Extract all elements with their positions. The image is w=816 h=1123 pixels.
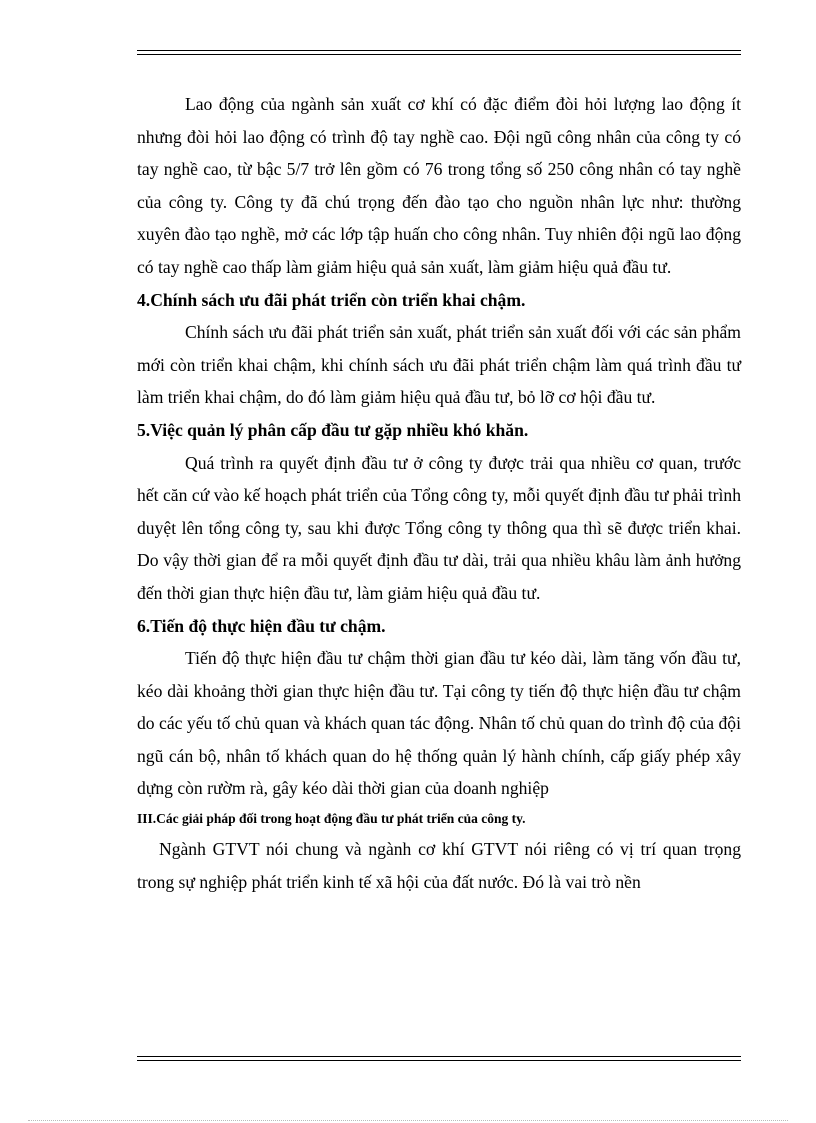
paragraph-policy: Chính sách ưu đãi phát triển sản xuất, phát triển sản xuất đối với các sản phẩm mới còn triển khai chậm, khi chính sách ưu đãi phát triển chậm làm quá trình đầu tư làm triển khai chậm, do đó làm giảm hiệu quả đầu tư, bỏ lỡ cơ hội đầu tư. bbox=[137, 322, 741, 408]
document-body bbox=[137, 88, 741, 898]
paragraph-progress: Tiến độ thực hiện đầu tư chậm thời gian đầu tư kéo dài, làm tăng vốn đầu tư, kéo dài khoảng thời gian thực hiện đầu tư. Tại công ty tiến độ thực hiện đầu tư chậm do các yếu tố chủ quan và khách quan tác động. Nhân tố chủ quan do trình độ của đội ngũ cán bộ, nhân tố khách quan do hệ thống quản lý hành chính, cấp giấy phép xây dựng còn rườm rà, gây kéo dài thời gian của doanh nghiệp bbox=[137, 648, 741, 799]
section-heading-iii: III.Các giải pháp đối trong hoạt động đầu tư phát triển của công ty. bbox=[137, 811, 526, 827]
footer-rule bbox=[137, 1056, 741, 1061]
paragraph-transport: Ngành GTVT nói chung và ngành cơ khí GTVT nói riêng có vị trí quan trọng trong sự nghiệp phát triển kinh tế xã hội của đất nước. Đó là vai trò nền bbox=[137, 839, 741, 892]
header-rule bbox=[137, 50, 741, 55]
heading-4: 4.Chính sách ưu đãi phát triển còn triển khai chậm. bbox=[137, 289, 526, 310]
heading-5: 5.Việc quản lý phân cấp đầu tư gặp nhiều khó khăn. bbox=[137, 419, 529, 440]
paragraph-labor: Lao động của ngành sản xuất cơ khí có đặc điểm đòi hỏi lượng lao động ít nhưng đòi hỏi lao động có trình độ tay nghề cao. Đội ngũ công nhân của công ty có tay nghề cao, từ bậc 5/7 trở lên gồm có 76 trong tổng số 250 công nhân có tay nghề của công ty. Công ty đã chú trọng đến đào tạo cho nguồn nhân lực như: thường xuyên đào tạo nghề, mở các lớp tập huấn cho công nhân. Tuy nhiên đội ngũ lao động có tay nghề cao thấp làm giảm hiệu quả sản xuất, làm giảm hiệu quả đầu tư. bbox=[137, 94, 741, 277]
heading-6: 6.Tiến độ thực hiện đầu tư chậm. bbox=[137, 615, 386, 636]
page-edge-dotted-line bbox=[28, 1120, 788, 1121]
paragraph-management: Quá trình ra quyết định đầu tư ở công ty được trải qua nhiều cơ quan, trước hết căn cứ vào kế hoạch phát triển của Tổng công ty, mỗi quyết định đầu tư phải trình duyệt lên tổng công ty, sau khi được Tổng công ty thông qua thì sẽ được triển khai. Do vậy thời gian để ra mỗi quyết định đầu tư dài, trải qua nhiều khâu làm ảnh hưởng đến thời gian thực hiện đầu tư, làm giảm hiệu quả đầu tư. bbox=[137, 452, 741, 603]
